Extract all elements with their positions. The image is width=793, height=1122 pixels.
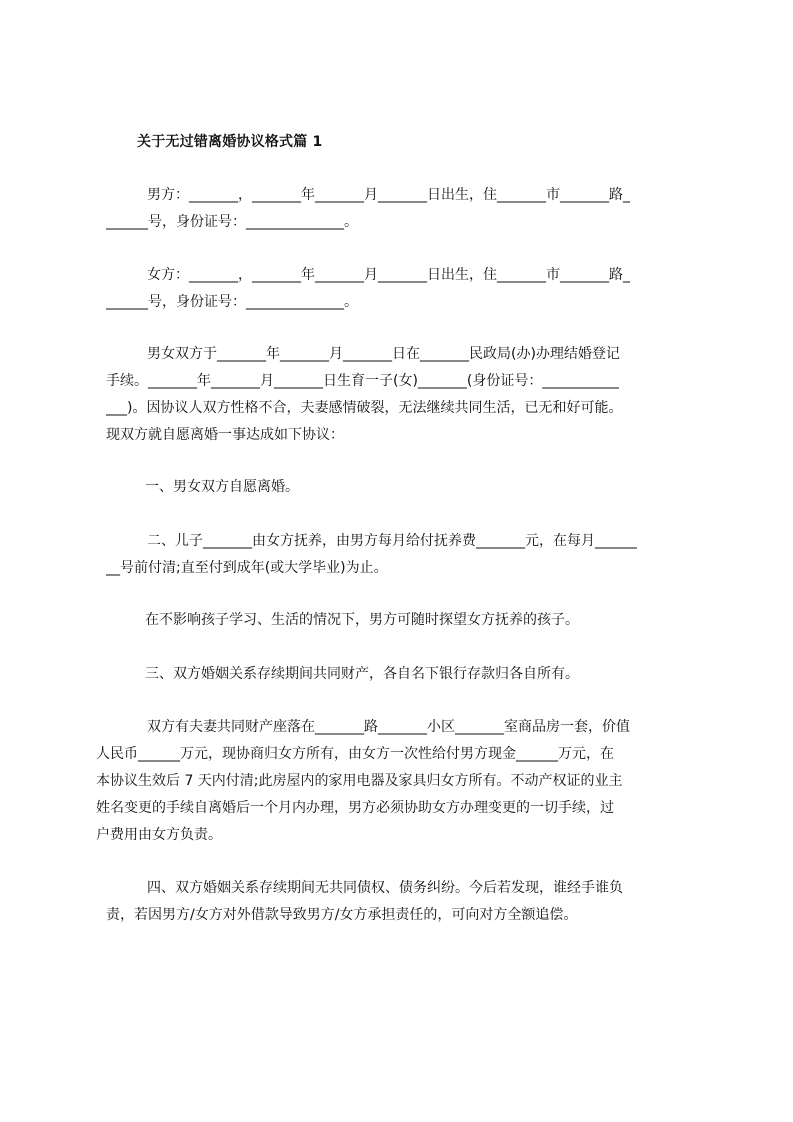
paragraph-female-line-2: ______号，身份证号：______________。 [106, 294, 358, 310]
clause-3: 三、双方婚姻关系存续期间共同财产，各自名下银行存款归各自所有。 [145, 666, 579, 682]
clause-4-line-2: 责，若因男方/女方对外借款导致男方/女方承担责任的，可向对方全额追偿。 [106, 907, 578, 923]
paragraph-marriage-line-3: ___)。因协议人双方性格不合，夫妻感情破裂，无法继续共同生活，已无和好可能。 [106, 400, 623, 416]
paragraph-male-line-1: 男方：_______，_______年_______月_______日出生，住_______市_______路_ [147, 187, 630, 203]
paragraph-marriage-line-2: 手续。_______年_______月_______日生育一子(女)_______(身份证号：___________ [106, 373, 620, 389]
paragraph-property-line-3: 本协议生效后 7 天内付清;此房屋内的家用电器及家具归女方所有。不动产权证的业主 [96, 773, 623, 789]
paragraph-property-line-1: 双方有夫妻共同财产座落在_______路_______小区_______室商品房一套，价值 [147, 719, 630, 735]
paragraph-visit: 在不影响孩子学习、生活的情况下，男方可随时探望女方抚养的孩子。 [145, 612, 579, 628]
paragraph-property-line-4: 姓名变更的手续自离婚后一个月内办理，男方必须协助女方办理变更的一切手续，过 [96, 800, 614, 816]
paragraph-male-line-2: ______号，身份证号：______________。 [106, 214, 358, 230]
paragraph-property-line-5: 户费用由女方负责。 [96, 827, 222, 843]
document-title: 关于无过错离婚协议格式篇 1 [137, 134, 323, 150]
clause-2-line-1: 二、儿子_______由女方抚养，由男方每月给付抚养费_______元，在每月______ [147, 533, 637, 549]
clause-4-line-1: 四、双方婚姻关系存续期间无共同债权、债务纠纷。今后若发现，谁经手谁负 [147, 880, 623, 896]
paragraph-female-line-1: 女方：_______，_______年_______月_______日出生，住_______市_______路_ [147, 267, 630, 283]
paragraph-marriage-line-1: 男女双方于_______年_______月_______日在_______民政局(办)办理结婚登记 [147, 346, 620, 362]
paragraph-marriage-line-4: 现双方就自愿离婚一事达成如下协议： [106, 427, 344, 443]
clause-2-line-2: __号前付清;直至付到成年(或大学毕业)为止。 [106, 560, 388, 576]
clause-1: 一、男女双方自愿离婚。 [145, 479, 299, 495]
paragraph-property-line-2: 人民币______万元，现协商归女方所有，由女方一次性给付男方现金______万元，在 [96, 746, 614, 762]
